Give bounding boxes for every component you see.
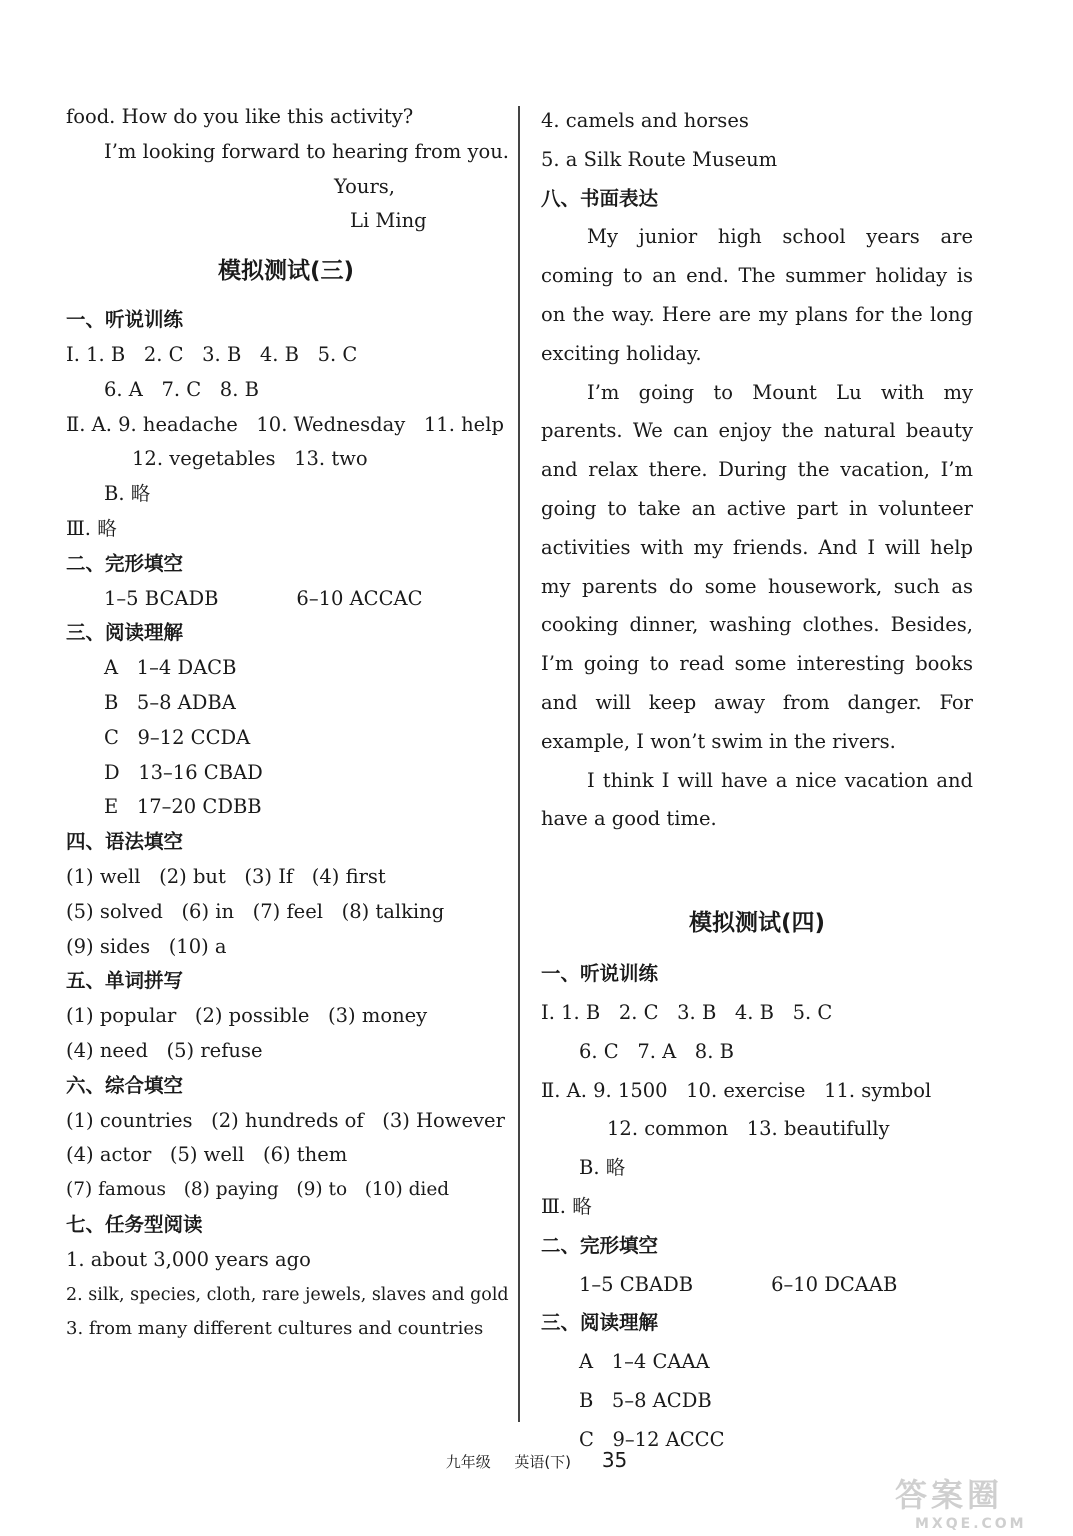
answer-line: 4. camels and horses bbox=[541, 109, 749, 132]
answer-line: 1. about 3,000 years ago bbox=[66, 1247, 311, 1271]
answer-line bbox=[66, 582, 506, 617]
heading-reading: 三、阅读理解 bbox=[541, 1311, 659, 1335]
column-divider bbox=[518, 106, 520, 1422]
heading-cloze: 二、完形填空 bbox=[66, 551, 184, 575]
answer-line: (7) famous (8) paying (9) to (10) died bbox=[66, 1179, 450, 1201]
answer-line: Ⅲ. 略 bbox=[541, 1194, 592, 1218]
answer-line: (4) need (5) refuse bbox=[66, 1038, 263, 1062]
heading-writing: 八、书面表达 bbox=[541, 186, 659, 210]
watermark-url: MXQE.COM bbox=[915, 1516, 1027, 1532]
answer-line: E 17–20 CDBB bbox=[104, 795, 262, 819]
answer-line: C 9–12 CCDA bbox=[104, 725, 251, 749]
answer-line: B 5–8 ACDB bbox=[579, 1388, 712, 1412]
heading-reading: 三、阅读理解 bbox=[66, 621, 184, 645]
answer-line: (5) solved (6) in (7) feel (8) talking bbox=[66, 899, 445, 923]
heading-listening: 一、听说训练 bbox=[66, 308, 184, 332]
answer-line: 12. common 13. beautifully bbox=[607, 1117, 890, 1141]
cloze-answers-a: 1–5 BCADB bbox=[104, 586, 219, 610]
answer-line: Ⅲ. 略 bbox=[66, 516, 117, 540]
answer-line: Ⅰ. 1. B 2. C 3. B 4. B 5. C bbox=[66, 342, 358, 366]
answer-line bbox=[541, 1266, 973, 1305]
answer-line: 2. silk, species, cloth, rare jewels, slaves and gold bbox=[66, 1284, 509, 1305]
left-column bbox=[66, 100, 509, 1347]
answer-line: 6. C 7. A 8. B bbox=[579, 1039, 734, 1063]
letter-line: I’m looking forward to hearing from you. bbox=[104, 139, 509, 163]
answer-line: C 9–12 ACCC bbox=[579, 1427, 725, 1451]
answer-line: A 1–4 DACB bbox=[104, 656, 237, 680]
answer-line: (9) sides (10) a bbox=[66, 934, 227, 958]
watermark-logo bbox=[895, 1470, 1065, 1530]
watermark-text: 答案圈 bbox=[895, 1476, 1004, 1514]
cloze-answers-b: 6–10 ACCAC bbox=[296, 586, 423, 610]
heading-cloze: 二、完形填空 bbox=[541, 1233, 659, 1257]
answer-line: D 13–16 CBAD bbox=[104, 760, 263, 784]
answer-line: 5. a Silk Route Museum bbox=[541, 147, 778, 171]
answer-line: Ⅱ. A. 9. headache 10. Wednesday 11. help bbox=[66, 412, 504, 436]
answer-line: (1) popular (2) possible (3) money bbox=[66, 1004, 428, 1028]
right-column bbox=[541, 102, 973, 1460]
footer-grade: 九年级 bbox=[445, 1453, 491, 1471]
essay-paragraph: I’m going to Mount Lu with my parents. We can enjoy the natural beauty and relax there. During the vacation, I’m going to take an active part in volunteer activities with my friends. And I will help my parents do some housework, such as cooking dinner, washing clothes. Besides, I’m going to read some interesting books and will keep away from danger. For example, I won’t swim in the rivers. bbox=[541, 380, 973, 753]
heading-spelling: 五、单词拼写 bbox=[66, 969, 184, 993]
essay-paragraph: My junior high school years are coming to an end. The summer holiday is on the way. Here are my plans for the long exciting holiday. bbox=[541, 225, 973, 365]
section-title-test4: 模拟测试(四) bbox=[688, 910, 826, 937]
letter-closing: Yours, bbox=[334, 174, 396, 198]
heading-comprehensive: 六、综合填空 bbox=[66, 1073, 184, 1097]
answer-line: (4) actor (5) well (6) them bbox=[66, 1143, 348, 1167]
heading-grammar: 四、语法填空 bbox=[66, 830, 184, 854]
answer-line: Ⅰ. 1. B 2. C 3. B 4. B 5. C bbox=[541, 1000, 833, 1024]
answer-line: (1) countries (2) hundreds of (3) However bbox=[66, 1108, 505, 1132]
letter-line: food. How do you like this activity? bbox=[66, 105, 414, 128]
answer-line: (1) well (2) but (3) If (4) first bbox=[66, 864, 386, 888]
answer-line: B. 略 bbox=[579, 1156, 626, 1180]
section-title-test3: 模拟测试(三) bbox=[217, 258, 355, 285]
answer-line: A 1–4 CAAA bbox=[579, 1350, 710, 1374]
cloze-answers-a: 1–5 CBADB bbox=[579, 1272, 694, 1296]
footer-subject: 英语(下) bbox=[514, 1453, 572, 1471]
answer-line: Ⅱ. A. 9. 1500 10. exercise 11. symbol bbox=[541, 1078, 932, 1102]
heading-task-reading: 七、任务型阅读 bbox=[66, 1212, 203, 1236]
essay-paragraph: I think I will have a nice vacation and have a good time. bbox=[541, 768, 973, 831]
answer-line: 3. from many different cultures and countries bbox=[66, 1318, 484, 1340]
cloze-answers-b: 6–10 DCAAB bbox=[771, 1272, 898, 1296]
answer-line: B 5–8 ADBA bbox=[104, 690, 236, 714]
answer-line: 6. A 7. C 8. B bbox=[104, 377, 259, 401]
answer-line: 12. vegetables 13. two bbox=[132, 447, 368, 471]
page-number: 35 bbox=[601, 1448, 628, 1472]
heading-listening: 一、听说训练 bbox=[541, 962, 659, 986]
answer-line: B. 略 bbox=[104, 482, 151, 506]
letter-signature: Li Ming bbox=[350, 209, 427, 233]
page-footer bbox=[0, 1448, 1073, 1472]
